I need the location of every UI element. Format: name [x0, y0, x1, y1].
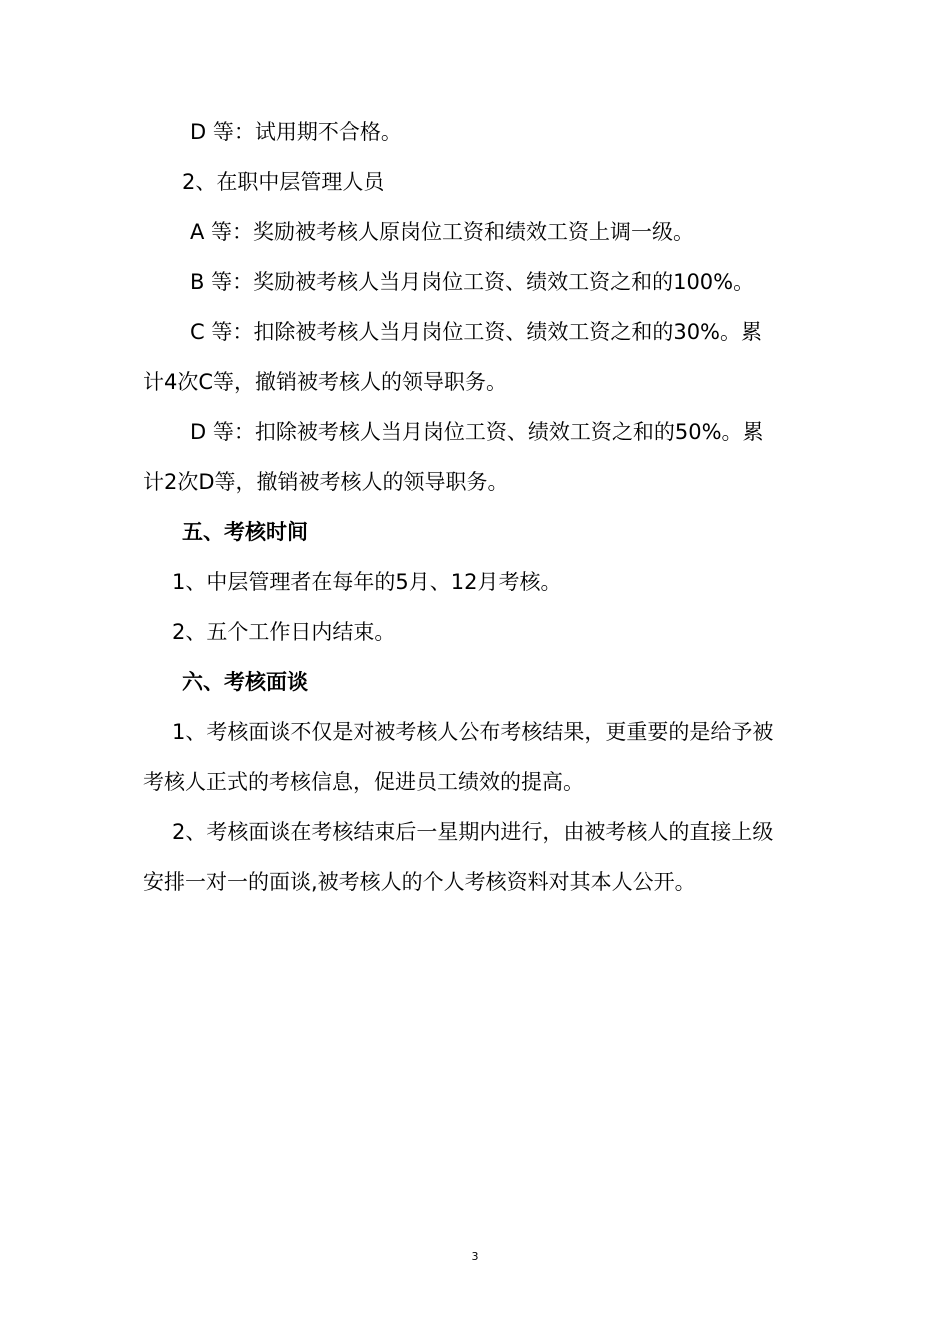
grade-c-text: C 等：扣除被考核人当月岗位工资、绩效工资之和的30%。累 [190, 320, 763, 344]
section-six-heading: 六、考核面谈 [182, 670, 308, 694]
grade-d-probation: D 等：试用期不合格。 [190, 120, 402, 144]
section-six-item-2: 2、考核面谈在考核结束后一星期内进行，由被考核人的直接上级 [172, 820, 774, 844]
section-five-item-2: 2、五个工作日内结束。 [172, 620, 396, 644]
section-six-item-1: 1、考核面谈不仅是对被考核人公布考核结果，更重要的是给予被 [172, 720, 774, 744]
page-number: 3 [471, 1250, 479, 1263]
section-five-item-1: 1、中层管理者在每年的5月、12月考核。 [172, 570, 562, 594]
grade-d-text: D 等：扣除被考核人当月岗位工资、绩效工资之和的50%。累 [190, 420, 764, 444]
section-five-heading: 五、考核时间 [182, 520, 308, 544]
grade-a-text: A 等：奖励被考核人原岗位工资和绩效工资上调一级。 [190, 220, 695, 244]
grade-c-text-cont: 计4次C等，撤销被考核人的领导职务。 [143, 370, 508, 394]
grade-d-text-cont: 计2次D等，撤销被考核人的领导职务。 [143, 470, 509, 494]
section-six-item-1-cont: 考核人正式的考核信息，促进员工绩效的提高。 [143, 770, 584, 794]
section-six-item-2-cont: 安排一对一的面谈,被考核人的个人考核资料对其本人公开。 [143, 870, 696, 894]
grade-b-text: B 等：奖励被考核人当月岗位工资、绩效工资之和的100%。 [190, 270, 755, 294]
middle-managers-heading: 2、在职中层管理人员 [182, 170, 385, 194]
